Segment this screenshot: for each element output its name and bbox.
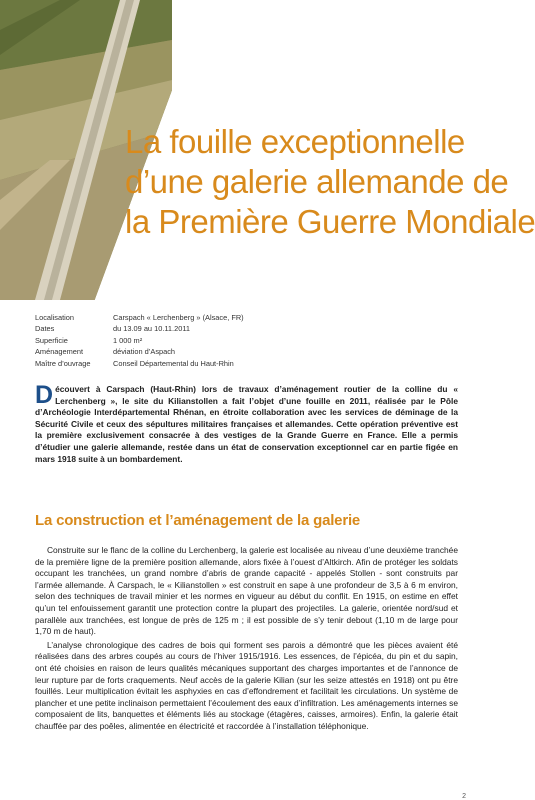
body-paragraph: Construite sur le flanc de la colline du Lerchenberg, la galerie est localisée au niveau d’une deuxième tranchée de la première ligne de la première position allemande, alors fixée à l’ouest d’Altkirch. Afin de protéger les soldats occupant les tranchées, un grand nombre d’abris de grande capacité - appelés Stollen - sont construits par l’armée allemande. À Carspach, le « Kilianstollen » est construit en sape à une profondeur de 3,5 à 6 m environ, selon des techniques de travail minier et les normes en vigueur au début du conflit. En 1915, on estime en effet qu’un tel enfouissement garantit une protection contre la plupart des projectiles. La galerie, orientée nord/sud et parallèle aux tranchées, est longue de près de 125 m ; il est possible de s’y tenir debout (1,10 m de large pour 1,70 m de haut). <box>35 545 458 637</box>
section-body <box>35 545 458 735</box>
metadata-row <box>35 312 445 323</box>
metadata-label: Localisation <box>35 313 75 322</box>
metadata-label: Superficie <box>35 335 68 345</box>
section-heading: La construction et l’aménagement de la galerie <box>35 512 361 529</box>
page-title <box>125 122 535 242</box>
body-paragraph: L’analyse chronologique des cadres de bois qui forment ses parois a démontré que les pièces avaient été réalisées dans des arbres coupés au cours de l’hiver 1915/1916. Les essences, de l’épicéa, du pin et du sapin, ont été choisies en raison de leurs qualités mécaniques supportant des charges importantes et de l’annonce de leur rupture par de forts craquements. Neuf accès de la galerie Kilian (sur les seize attestés en 1918) ont pu être fouillés. Leur multiplication évitait les asphyxies en cas d’effondrement et facilitait les circulations. Un système de plancher et une petite inclinaison permettaient l’écoulement des eaux d’infiltration. Les aménagements internes se composaient de lits, banquettes et éléments liés au stockage (étagères, caisses, armoires). Enfin, la galerie était chauffée par des poêles, alimentée en électricité et raccordée à l’installation téléphonique. <box>35 639 458 731</box>
metadata-label: Dates <box>35 324 55 334</box>
page-number: 2 <box>462 793 466 800</box>
metadata-row <box>35 323 445 334</box>
metadata-value: Carspach « Lerchenberg » (Alsace, FR) <box>113 313 244 322</box>
drop-cap: D <box>35 381 54 409</box>
metadata-label: Maître d’ouvrage <box>35 358 91 368</box>
metadata-value: Conseil Départemental du Haut-Rhin <box>113 358 234 368</box>
title-line-3: la Première Guerre Mondiale <box>125 203 535 240</box>
title-line-1: La fouille exceptionnelle <box>125 123 465 160</box>
intro-paragraph <box>35 381 458 465</box>
metadata-label: Aménagement <box>35 347 84 357</box>
metadata-row <box>35 358 445 369</box>
metadata-row <box>35 335 445 346</box>
metadata-value: 1 000 m² <box>113 335 143 345</box>
site-metadata-table <box>35 312 445 369</box>
metadata-value: déviation d’Aspach <box>113 347 176 357</box>
metadata-value: du 13.09 au 10.11.2011 <box>113 324 190 334</box>
metadata-row <box>35 346 445 357</box>
intro-text: écouvert à Carspach (Haut-Rhin) lors de travaux d’aménagement routier de la colline du « Lerchenberg », le site du Kilianstollen a fait l’objet d’une fouille en 2011, réalisée par le Pôle d’Archéologie Interdépartemental Rhénan, en étroite collaboration avec les services de déminage de la Sécurité Civile et ceux des sépultures militaires françaises et allemandes. Cette opération préventive est la première exclusivement consacrée à des vestiges de la Grande Guerre en France. Elle a permis d’étudier une galerie allemande, restée dans un état de conservation exceptionnel car en partie figée en mars 1918 suite à un bombardement. <box>35 384 458 464</box>
title-line-2: d’une galerie allemande de <box>125 163 509 200</box>
